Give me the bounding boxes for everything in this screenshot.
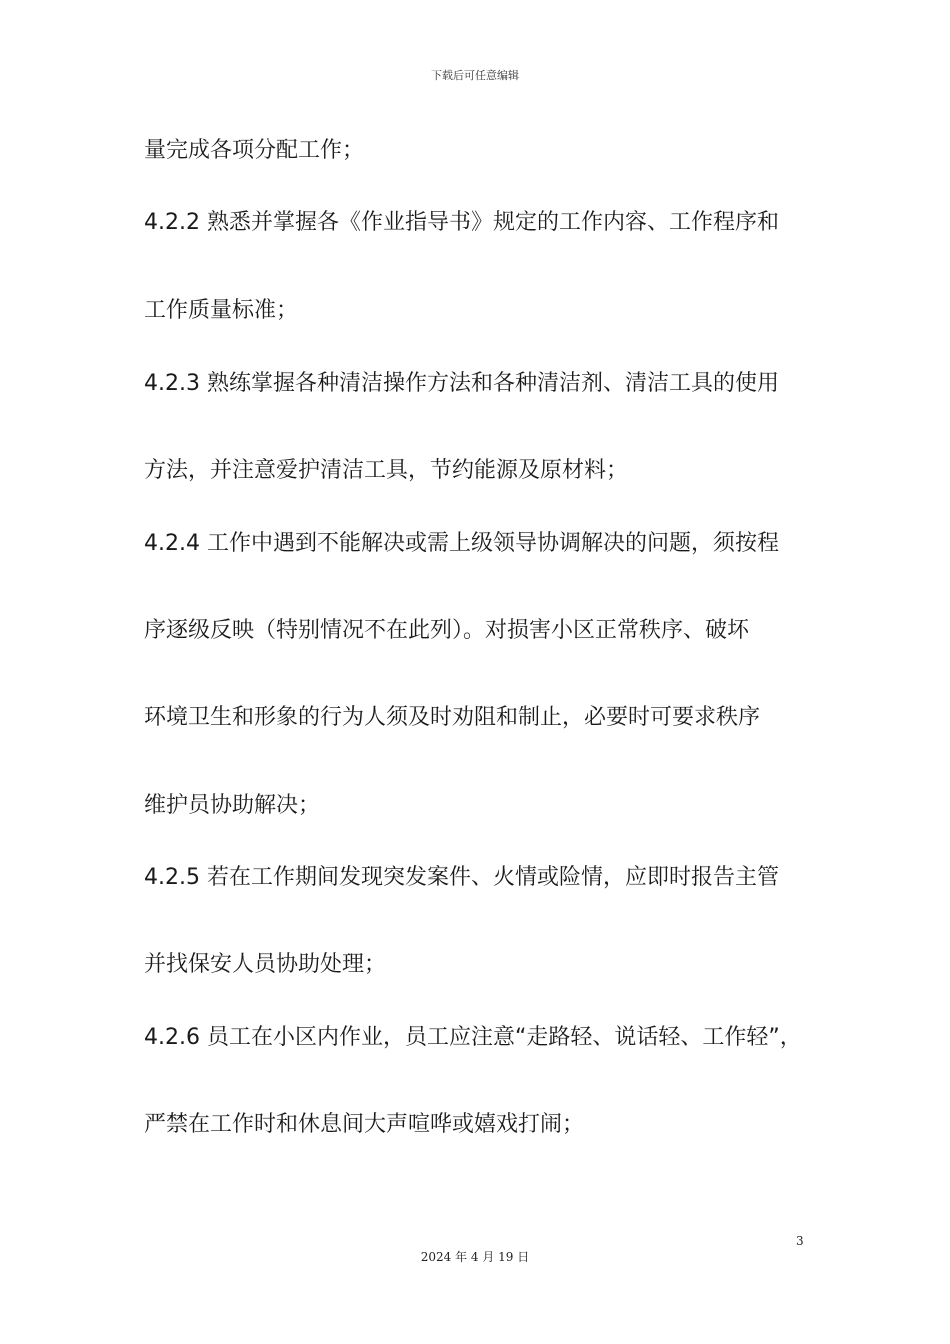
body-line-4: 4.2.3 熟练掌握各种清洁操作方法和各种清洁剂、清洁工具的使用 [144,371,779,396]
body-line-6: 4.2.4 工作中遇到不能解决或需上级领导协调解决的问题，须按程 [144,531,779,556]
body-line-8: 环境卫生和形象的行为人须及时劝阻和制止，必要时可要求秩序 [144,705,761,730]
page-number: 3 [796,1234,804,1248]
body-line-13: 严禁在工作时和休息间大声喧哗或嬉戏打闹； [144,1112,585,1137]
body-line-5: 方法，并注意爱护清洁工具，节约能源及原材料； [144,458,629,483]
body-line-3: 工作质量标准； [144,298,299,323]
body-line-10: 4.2.5 若在工作期间发现突发案件、火情或险情，应即时报告主管 [144,865,779,890]
body-line-9: 维护员协助解决； [144,793,321,818]
footer-date: 2024 年 4 月 19 日 [420,1250,530,1264]
header-note: 下载后可任意编辑 [431,69,519,82]
body-line-11: 并找保安人员协助处理； [144,952,387,977]
body-line-12: 4.2.6 员工在小区内作业，员工应注意“走路轻、说话轻、工作轻”， [144,1025,802,1050]
body-line-7: 序逐级反映（特别情况不在此列）。对损害小区正常秩序、破坏 [144,618,750,643]
body-line-1: 量完成各项分配工作； [144,138,365,163]
body-line-2: 4.2.2 熟悉并掌握各《作业指导书》规定的工作内容、工作程序和 [144,210,779,235]
